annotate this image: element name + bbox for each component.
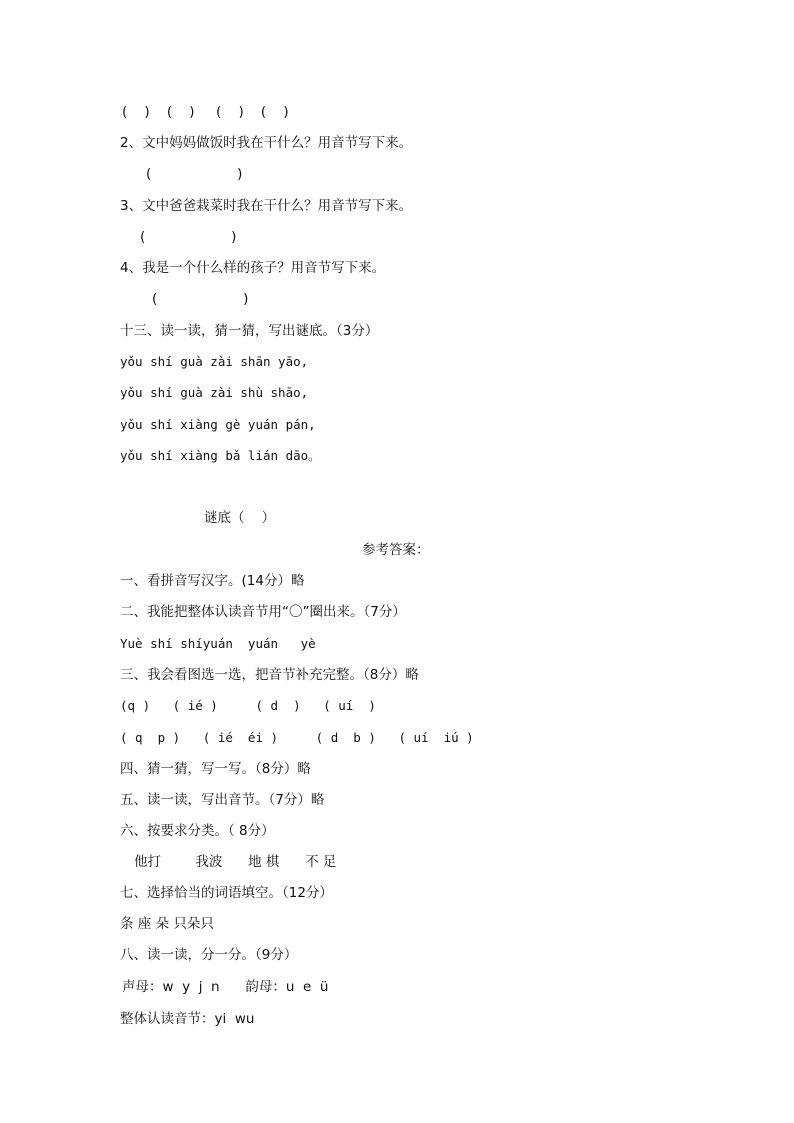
answer-blank-3: ( ) (140, 229, 237, 245)
riddle-answer-blank: 谜底（ ） (204, 510, 276, 526)
section-13-heading: 十三、读一读，猜一猜，写出谜底。（3分） (120, 323, 379, 339)
answer-section-4: 四、猜一猜，写一写。（8分）略 (120, 761, 311, 777)
riddle-line-3: yǒu shí xiàng gè yuán pán, (120, 417, 316, 432)
answer-6-classification: 他打 我波 地 棋 不 足 (134, 854, 337, 870)
question-4: 4、我是一个什么样的孩子？用音节写下来。 (120, 260, 386, 276)
riddle-line-1: yǒu shí guà zài shān yāo, (120, 354, 309, 369)
answer-section-3: 三、我会看图选一选，把音节补充完整。（8分）略 (120, 667, 419, 683)
answer-2-syllables: Yuè shí shíyuán yuán yè (120, 636, 316, 651)
reference-answers-title: 参考答案： (362, 542, 430, 558)
answer-blank-4: ( ) (152, 291, 249, 307)
answer-section-5: 五、读一读，写出音节。（7分）略 (120, 792, 325, 808)
answer-3-row-1: (q ) ( ié ) ( d ) ( uí ) (120, 698, 376, 713)
riddle-line-2: yǒu shí guà zài shù shāo, (120, 385, 309, 400)
answer-section-2: 二、我能把整体认读音节用“〇”圈出来。（7分） (120, 604, 406, 620)
answer-8-whole-syllables: 整体认读音节：yi wu (120, 1011, 255, 1027)
question-3: 3、文中爸爸栽菜时我在干什么？用音节写下来。 (120, 198, 413, 214)
answer-section-6: 六、按要求分类。（ 8分） (120, 823, 275, 839)
answer-section-8: 八、读一读，分一分。（9分） (120, 947, 298, 963)
answer-blanks-row: ( ) ( ) ( ) ( ) (122, 104, 289, 120)
answer-7-words: 条 座 朵 只朵只 (120, 916, 214, 932)
answer-3-row-2: ( q p ) ( ié éi ) ( d b ) ( uí iú ) (120, 730, 474, 745)
riddle-line-4: yǒu shí xiàng bǎ lián dāo。 (120, 448, 321, 463)
answer-section-7: 七、选择恰当的词语填空。（12分） (120, 885, 333, 901)
answer-blank-2: ( ) (146, 166, 243, 182)
answer-section-1: 一、看拼音写汉字。(14分）略 (120, 573, 305, 589)
answer-8-initials-finals: 声母：w y j n 韵母：u e ü (122, 979, 329, 995)
question-2: 2、文中妈妈做饭时我在干什么？用音节写下来。 (120, 135, 413, 151)
